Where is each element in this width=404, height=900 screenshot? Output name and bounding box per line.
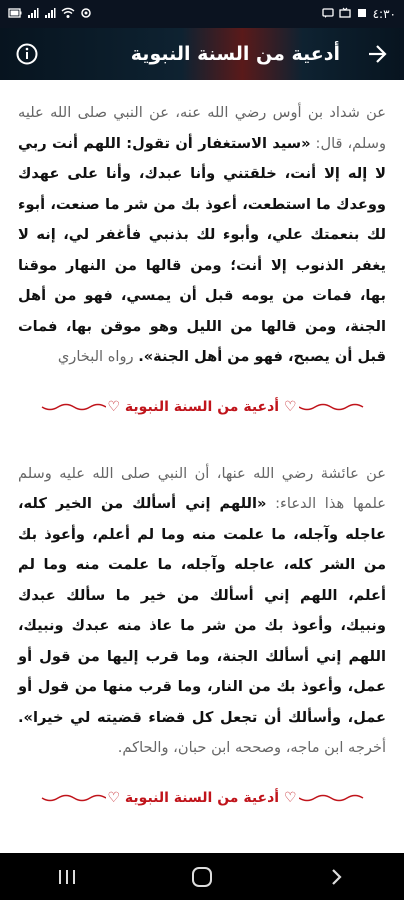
hadith-item [0,80,404,379]
status-left [8,7,92,21]
section-divider [0,774,404,822]
hadith-intro: عن شداد بن أوس رضي الله عنه، عن النبي صلى الله عليه وسلم، قال: [18,104,386,152]
signal-icon [27,7,39,21]
status-bar [0,0,404,28]
page-title: أدعية من السنة النبوية [130,43,340,65]
ornament-wave-icon [299,400,369,414]
tv-icon [339,7,351,21]
hadith-dua: «اللهم إني أسألك من الخير كله، عاجله وآجله، ما علمت منه وما لم أعلم، وأعوذ بك من الشر كله، عاجله وآجله، ما علمت منه وما لم أعلم، اللهم إني أسألك من خير ما سألك عبدك ونبيك، وأعوذ بك من شر ما عاذ منه عبدك ونبيك، اللهم إني أسألك الجنة، وما قرب إليها من قول أو عمل، وأعوذ بك من النار، وما قرب منها من قول أو عمل، وأسألك أن تجعل كل قضاء قضيته لي خيرا». [18,495,386,726]
status-time: ٤:٣٠ [372,7,396,21]
hadith-item [0,441,404,770]
ornament-wave-icon [36,400,106,414]
home-icon[interactable] [172,857,232,897]
notification-icon [356,7,368,21]
recent-apps-icon[interactable] [37,857,97,897]
info-icon[interactable] [12,39,42,69]
wifi-icon [61,7,75,21]
signal-icon [44,7,56,21]
ornament-wave-icon [36,791,106,805]
arrow-back-icon[interactable] [362,39,392,69]
system-nav-bar [0,853,404,900]
content-scroll[interactable] [0,80,404,853]
hadith-reference: أخرجه ابن ماجه، وصححه ابن حبان، والحاكم. [117,739,386,756]
nav-back-icon[interactable] [307,857,367,897]
section-divider [0,383,404,431]
divider-text: ♡ أدعية من السنة النبوية ♡ [107,789,297,806]
app-bar [0,28,404,80]
status-right [322,7,396,21]
ornament-wave-icon [299,791,369,805]
chat-icon [322,7,334,21]
battery-icon [8,7,22,21]
hadith-reference: رواه البخاري [57,348,139,365]
divider-text: ♡ أدعية من السنة النبوية ♡ [107,398,297,415]
settings-icon [80,7,92,21]
hadith-intro: عن عائشة رضي الله عنها، أن النبي صلى الله عليه وسلم علمها هذا الدعاء: [18,464,386,512]
hadith-dua: «سيد الاستغفار أن تقول: اللهم أنت ربي لا إله إلا أنت، خلقتني وأنا عبدك، وأنا على عهدك ووعدك ما استطعت، أعوذ بك من شر ما صنعت، أبوء لك بنعمتك علي، وأبوء لك بذنبي فأغفر لي، إنه لا يغفر الذنوب إلا أنت؛ ومن قالها من النهار موقنا بها، فمات من يومه قبل أن يمسي، فهو من أهل الجنة، ومن قالها من الليل وهو موقن بها، فمات قبل أن يصبح، فهو من أهل الجنة». [18,134,386,365]
